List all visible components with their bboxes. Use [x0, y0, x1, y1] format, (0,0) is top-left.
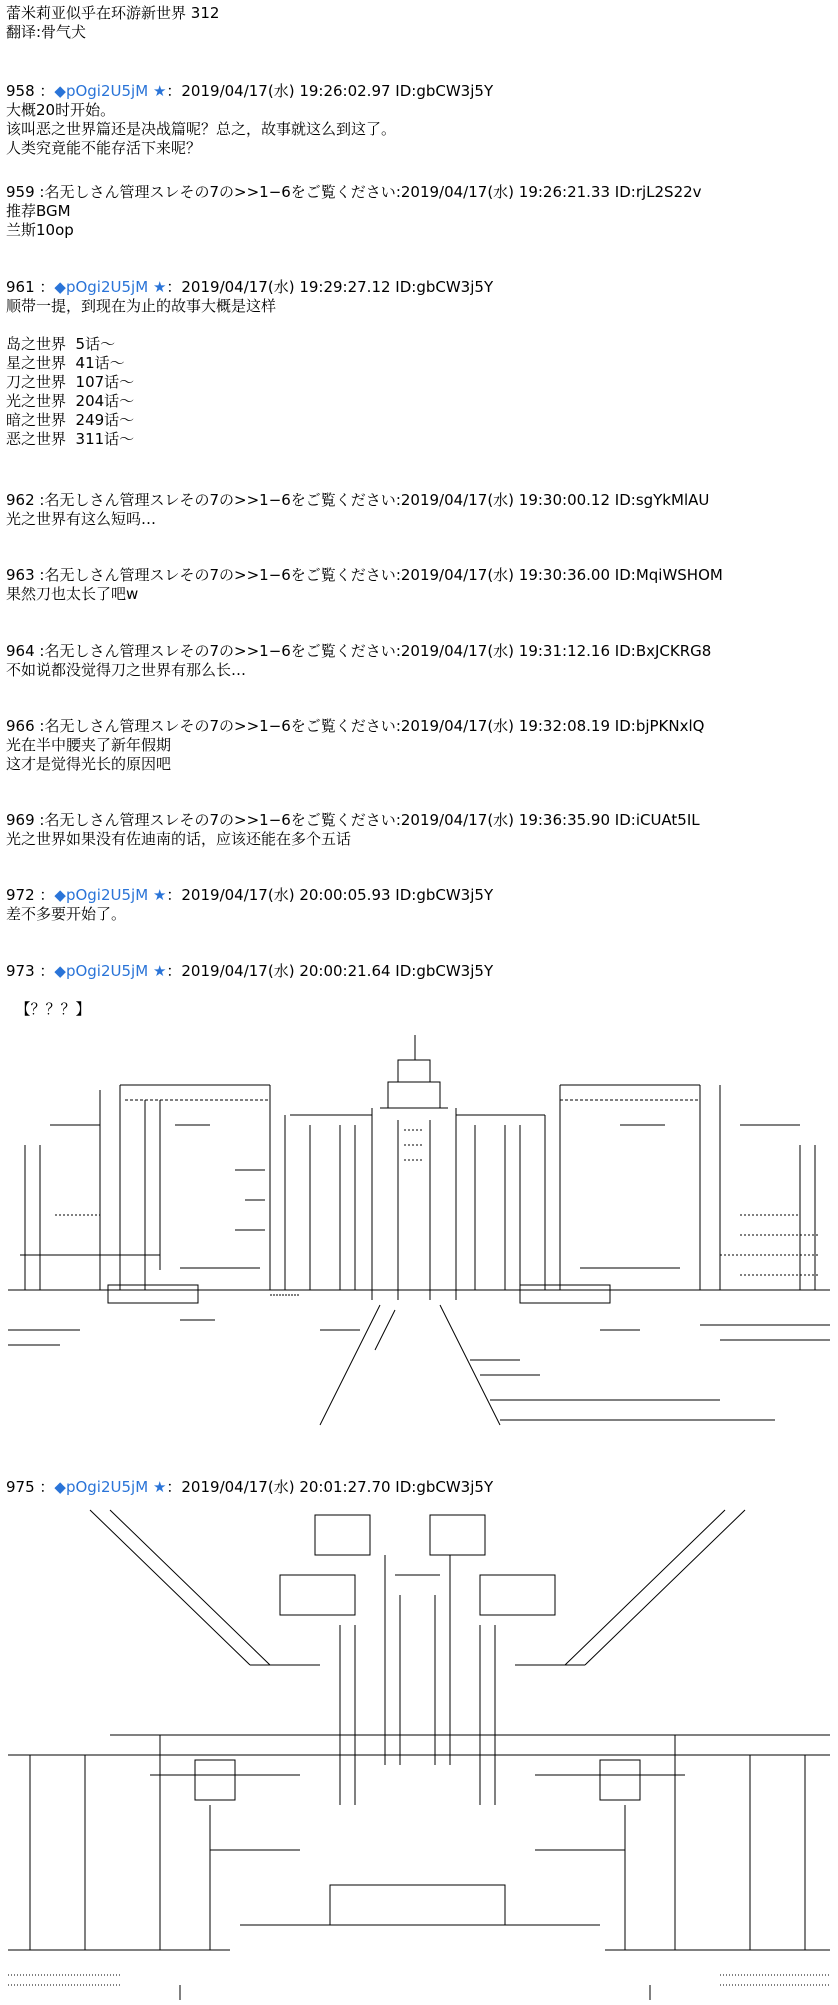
post-body-line: 果然刀也太长了吧w: [6, 585, 139, 603]
ascii-art-cityscape: [0, 1030, 838, 1470]
post-meta: :2019/04/17(水) 19:30:36.00 ID:MqiWSHOM: [395, 566, 723, 584]
post-meta: ：2019/04/17(水) 19:26:02.97 ID:gbCW3j5Y: [166, 82, 494, 100]
post-body-line: 大概20时开始。: [6, 101, 116, 119]
post-separator: ：: [34, 278, 55, 296]
post-972: [6, 886, 832, 924]
author-name: 名无しさん管理スレその7の>>1−6をご覧ください: [44, 491, 396, 509]
post-body-line: [6, 316, 832, 335]
post-958: [6, 82, 832, 158]
post-body-line: 【？？？】: [6, 1000, 91, 1018]
post-separator: ：: [34, 886, 55, 904]
post-separator: :: [34, 717, 45, 735]
star-icon: ★: [152, 278, 167, 296]
post-header: [6, 642, 832, 661]
post-body-line: 光在半中腰夹了新年假期: [6, 736, 172, 754]
post-966: [6, 717, 832, 774]
post-header: [6, 82, 832, 101]
post-meta: :2019/04/17(水) 19:32:08.19 ID:bjPKNxlQ: [395, 717, 705, 735]
post-964: [6, 642, 832, 680]
post-separator: ：: [34, 962, 55, 980]
post-body-line: 差不多要开始了。: [6, 905, 127, 923]
post-961: [6, 278, 832, 449]
post-number: 969: [6, 811, 35, 829]
post-header: [6, 886, 832, 905]
post-header: [6, 566, 832, 585]
post-body-line: 光之世界如果没有佐迪南的话，应该还能在多个五话: [6, 830, 352, 848]
post-body-line: 暗之世界 249话～: [6, 411, 135, 429]
post-header: [6, 491, 832, 510]
post-number: 966: [6, 717, 35, 735]
post-number: 973: [6, 962, 35, 980]
translator-credit: 翻译:骨气犬: [6, 23, 87, 41]
post-number: 959: [6, 183, 35, 201]
post-meta: ：2019/04/17(水) 20:00:05.93 ID:gbCW3j5Y: [166, 886, 494, 904]
post-separator: ：: [34, 1478, 55, 1496]
post-body-line: 这才是觉得光长的原因吧: [6, 755, 172, 773]
fortress-illustration: [0, 1505, 838, 2000]
post-973: [6, 962, 832, 1019]
author-name: 名无しさん管理スレその7の>>1−6をご覧ください: [44, 566, 396, 584]
post-separator: :: [34, 491, 45, 509]
author-trip[interactable]: ◆pOgi2U5jM: [54, 1478, 149, 1496]
post-number: 964: [6, 642, 35, 660]
post-number: 975: [6, 1478, 35, 1496]
post-header: [6, 962, 832, 981]
post-body-line: 恶之世界 311话～: [6, 430, 135, 448]
post-meta: ：2019/04/17(水) 20:01:27.70 ID:gbCW3j5Y: [166, 1478, 494, 1496]
post-meta: :2019/04/17(水) 19:30:00.12 ID:sgYkMlAU: [395, 491, 710, 509]
star-icon: ★: [152, 82, 167, 100]
post-number: 961: [6, 278, 35, 296]
post-body-line: 不如说都没觉得刀之世界有那么长…: [6, 661, 247, 679]
post-body-line: 兰斯10op: [6, 221, 74, 239]
post-separator: :: [34, 566, 45, 584]
author-name: 名无しさん管理スレその7の>>1−6をご覧ください: [44, 183, 396, 201]
post-separator: :: [34, 183, 45, 201]
post-header: [6, 183, 832, 202]
post-meta: :2019/04/17(水) 19:26:21.33 ID:rjL2S22v: [395, 183, 702, 201]
author-name: 名无しさん管理スレその7の>>1−6をご覧ください: [44, 811, 396, 829]
page-title: 蕾米莉亚似乎在环游新世界 312: [6, 4, 220, 22]
post-975: [6, 1478, 832, 1497]
post-body-line: 光之世界有这么短吗…: [6, 510, 157, 528]
post-meta: :2019/04/17(水) 19:31:12.16 ID:BxJCKRG8: [395, 642, 712, 660]
post-header: [6, 717, 832, 736]
post-962: [6, 491, 832, 529]
post-number: 958: [6, 82, 35, 100]
post-body-line: 该叫恶之世界篇还是决战篇呢？总之，故事就这么到这了。: [6, 120, 397, 138]
star-icon: ★: [152, 1478, 167, 1496]
post-number: 963: [6, 566, 35, 584]
ascii-art-fortress: [0, 1505, 838, 2000]
post-header: [6, 1478, 832, 1497]
page-header: [6, 4, 832, 42]
star-icon: ★: [152, 962, 167, 980]
post-separator: :: [34, 811, 45, 829]
post-header: [6, 278, 832, 297]
post-body-line: 人类究竟能不能存活下来呢？: [6, 139, 202, 157]
post-body-line: 星之世界 41话～: [6, 354, 125, 372]
post-number: 962: [6, 491, 35, 509]
post-meta: :2019/04/17(水) 19:36:35.90 ID:iCUAt5IL: [395, 811, 700, 829]
author-trip[interactable]: ◆pOgi2U5jM: [54, 278, 149, 296]
post-meta: ：2019/04/17(水) 20:00:21.64 ID:gbCW3j5Y: [166, 962, 494, 980]
cityscape-illustration: [0, 1030, 838, 1470]
star-icon: ★: [152, 886, 167, 904]
post-number: 972: [6, 886, 35, 904]
post-meta: ：2019/04/17(水) 19:29:27.12 ID:gbCW3j5Y: [166, 278, 494, 296]
post-body-line: 顺带一提，到现在为止的故事大概是这样: [6, 297, 277, 315]
author-name: 名无しさん管理スレその7の>>1−6をご覧ください: [44, 717, 396, 735]
post-body-line: 刀之世界 107话～: [6, 373, 135, 391]
author-name: 名无しさん管理スレその7の>>1−6をご覧ください: [44, 642, 396, 660]
author-trip[interactable]: ◆pOgi2U5jM: [54, 82, 149, 100]
post-969: [6, 811, 832, 849]
post-body-line: 岛之世界 5话～: [6, 335, 116, 353]
author-trip[interactable]: ◆pOgi2U5jM: [54, 962, 149, 980]
post-body-line: 推荐BGM: [6, 202, 71, 220]
post-separator: ：: [34, 82, 55, 100]
post-separator: :: [34, 642, 45, 660]
post-body-line: 光之世界 204话～: [6, 392, 135, 410]
author-trip[interactable]: ◆pOgi2U5jM: [54, 886, 149, 904]
post-963: [6, 566, 832, 604]
post-959: [6, 183, 832, 240]
post-header: [6, 811, 832, 830]
